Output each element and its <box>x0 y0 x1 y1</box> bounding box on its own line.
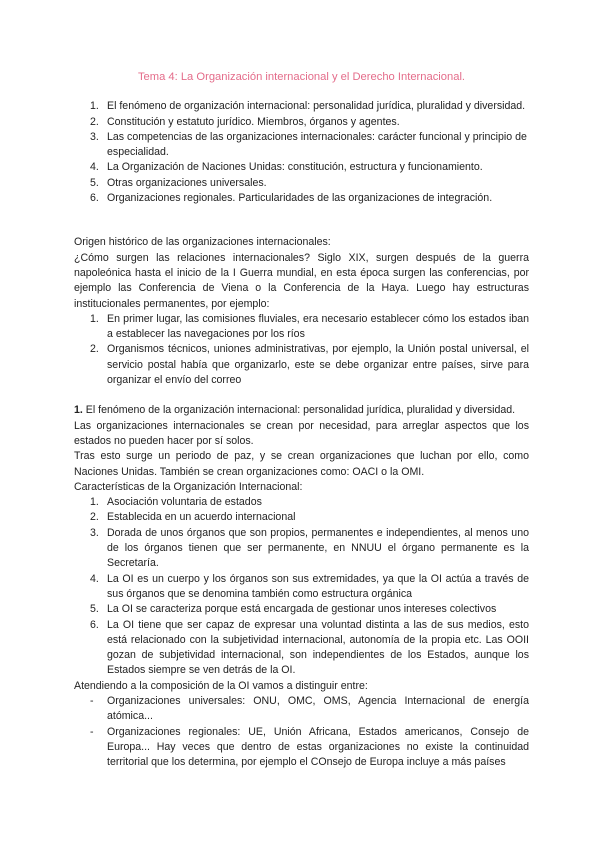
page-title: Tema 4: La Organización internacional y el Derecho Internacional. <box>137 71 466 83</box>
list-item: 1. Asociación voluntaria de estados <box>90 496 262 509</box>
document-page <box>74 70 529 770</box>
toc-item: 6. Organizaciones regionales. Particularidades de las organizaciones de integración. <box>90 192 493 205</box>
toc-item: 2. Constitución y estatuto jurídico. Miembros, órganos y agentes. <box>90 115 400 128</box>
list-item: - Organizaciones regionales: UE, Unión Africana, Estados americanos, Consejo de Europa... Hay veces que dentro de estas organizaciones no existe la continuidad territorial que los determina, por ejemplo el COnsejo de Europa incluye a más países <box>90 725 529 769</box>
toc-item: 1. El fenómeno de organización internacional: personalidad jurídica, pluralidad y diversidad. <box>90 100 526 113</box>
origin-paragraph: ¿Cómo surgen las relaciones internacionales? Siglo XIX, surgen después de la guerra napoleónica hasta el inicio de la I Guerra mundial, en esta época surgen las conferencias, por ejemplo las Conferencia de Viena o la Conferencia de la Haya. Luego hay estructuras institucionales permanentes, por ejemplo: <box>74 251 529 310</box>
list-item: 6. La OI tiene que ser capaz de expresar una voluntad distinta a las de sus medios, esto está relacionado con la subjetividad internacional, autonomía de la propia etc. Las OOII gozan de subjetividad internacional, son independientes de los Estados, aunque los Estados siempre se ven detrás de la OI. <box>90 618 529 677</box>
composition-list <box>74 694 529 770</box>
origin-list <box>74 312 529 388</box>
composition-heading: Atendiendo a la composición de la OI vamos a distinguir entre: <box>74 679 368 692</box>
list-item: - Organizaciones universales: ONU, OMC, OMS, Agencia Internacional de energía atómica... <box>90 694 529 723</box>
characteristics-list <box>74 495 529 679</box>
list-item: 2. Establecida en un acuerdo internacional <box>90 511 296 524</box>
origin-heading: Origen histórico de las organizaciones internacionales: <box>74 236 331 249</box>
toc-item: 3. Las competencias de las organizaciones internacionales: carácter funcional y principio de especialidad. <box>90 130 527 159</box>
characteristics-heading: Características de la Organización Internacional: <box>74 480 303 493</box>
section-1-heading: 1. El fenómeno de la organización internacional: personalidad jurídica, pluralidad y diversidad. <box>74 404 516 417</box>
list-item: 2. Organismos técnicos, uniones administrativas, por ejemplo, la Unión postal universal, el servicio postal había que organizarlo, este se debe organizar entre países, sirve para organizar el envío del correo <box>90 343 529 387</box>
list-item: 4. La OI es un cuerpo y los órganos son sus extremidades, ya que la OI actúa a través de sus órganos que se denomina también como estructura orgánica <box>90 572 529 600</box>
list-item: 5. La OI se caracteriza porque está encargada de gestionar unos intereses colectivos <box>90 603 497 616</box>
table-of-contents <box>74 99 529 206</box>
toc-item: 5. Otras organizaciones universales. <box>90 176 267 189</box>
section-1-paragraph-2: Tras esto surge un periodo de paz, y se crean organizaciones que luchan por ello, como Naciones Unidas. También se crean organizaciones como: OACI o la OMI. <box>74 450 529 478</box>
section-1-paragraph-1: Las organizaciones internacionales se crean por necesidad, para arreglar aspectos que los estados no pueden hacer por sí solos. <box>74 419 529 447</box>
list-item: 1. En primer lugar, las comisiones fluviales, era necesario establecer cómo los estados iban a establecer las navegaciones por los ríos <box>90 312 529 341</box>
toc-item: 4. La Organización de Naciones Unidas: constitución, estructura y funcionamiento. <box>90 161 483 174</box>
list-item: 3. Dorada de unos órganos que son propios, permanentes e independientes, al menos uno de los órganos tienen que ser permanente, en NNUU el órgano permanente es la Secretaría. <box>90 526 529 570</box>
